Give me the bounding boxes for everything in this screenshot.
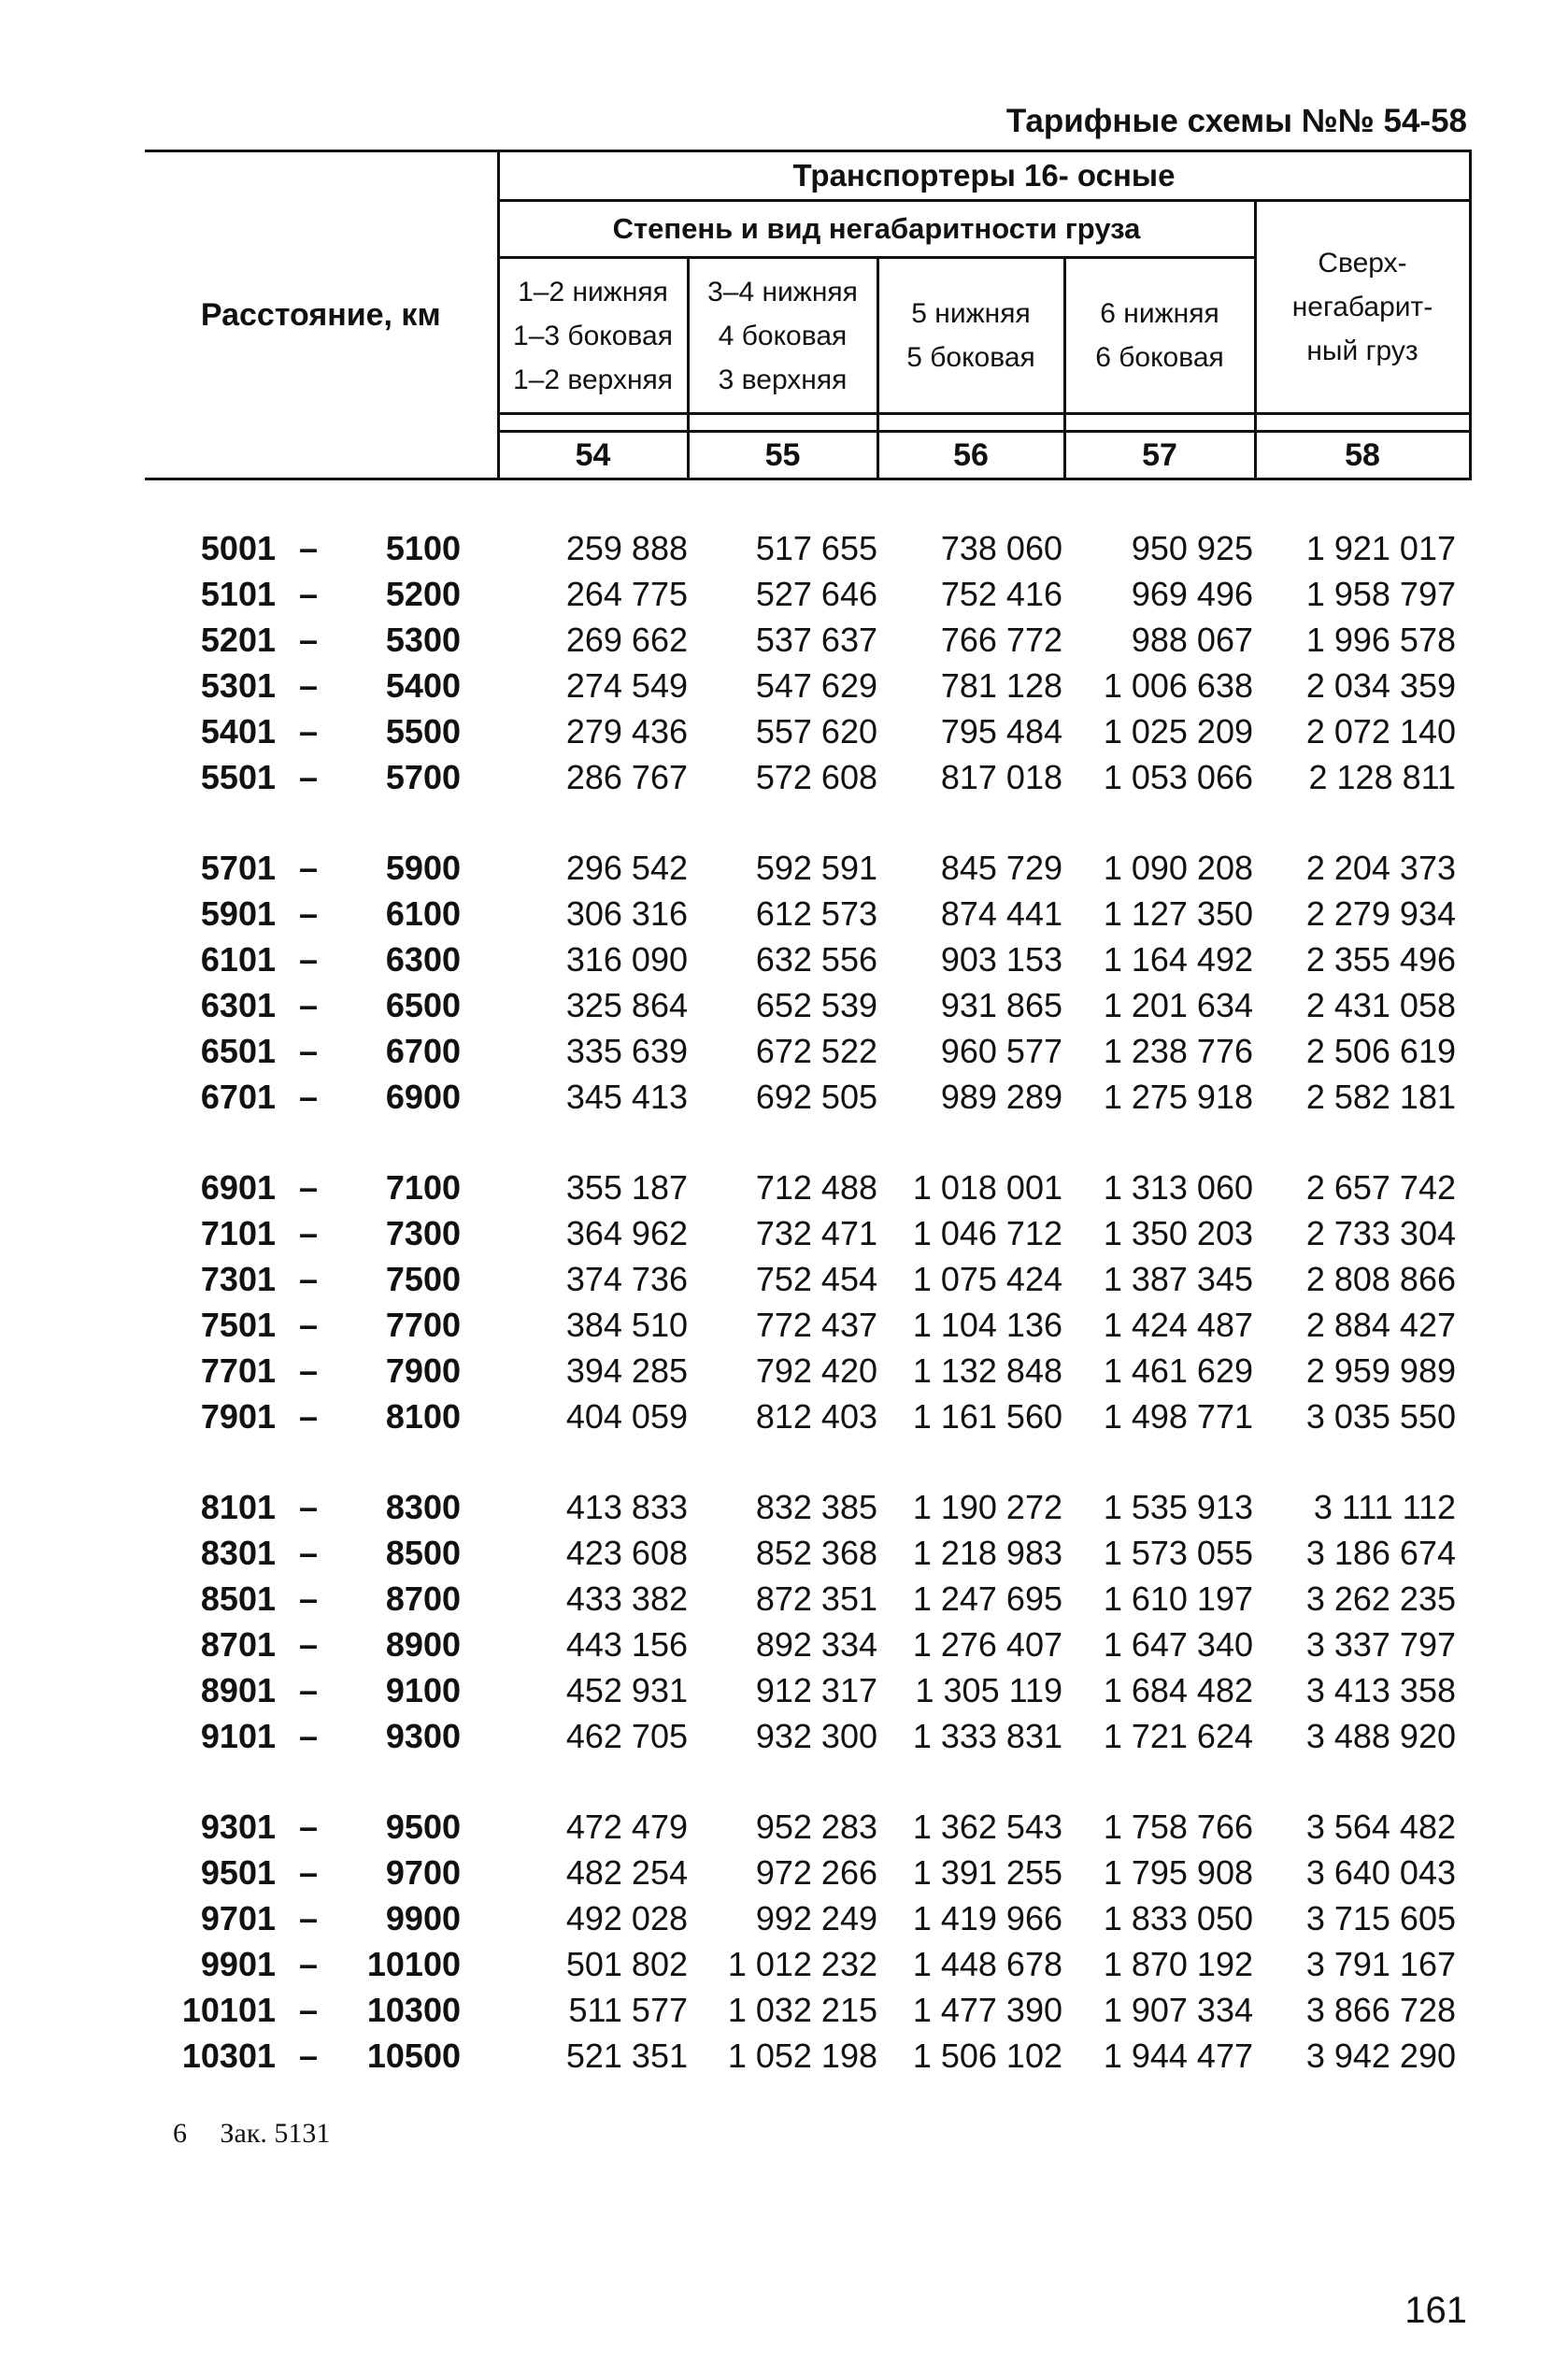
tariff-value: 492 028 <box>565 1899 688 1937</box>
table-row <box>145 1667 1470 1713</box>
table-row <box>145 663 1470 708</box>
distance-to: 8100 <box>385 1397 461 1436</box>
tariff-value: 672 522 <box>755 1032 877 1070</box>
sheet-number: 6 <box>173 2118 187 2149</box>
distance-to: 10100 <box>366 1945 461 1983</box>
tariff-table-body <box>145 525 1470 2123</box>
tariff-value: 335 639 <box>565 1032 688 1070</box>
tariff-value: 812 403 <box>755 1397 877 1436</box>
tariff-value: 2 204 373 <box>1305 849 1456 887</box>
tariff-value: 296 542 <box>565 849 688 887</box>
print-footnote <box>173 2118 356 2150</box>
tariff-value: 781 128 <box>940 666 1062 705</box>
distance-from: 7901 <box>200 1397 276 1436</box>
tariff-value: 1 132 848 <box>912 1351 1062 1390</box>
tariff-value: 1 870 192 <box>1103 1945 1253 1983</box>
tariff-value: 845 729 <box>940 849 1062 887</box>
table-row <box>145 1348 1470 1394</box>
tariff-value: 1 647 340 <box>1103 1625 1253 1664</box>
distance-to: 5900 <box>385 849 461 887</box>
distance-to: 6100 <box>385 894 461 933</box>
distance-to: 6500 <box>385 986 461 1024</box>
class-header-56: 5 нижняя 5 боковая <box>877 258 1064 414</box>
distance-from: 7101 <box>200 1214 276 1252</box>
tariff-value: 795 484 <box>940 712 1062 750</box>
tariff-value: 2 884 427 <box>1305 1306 1456 1344</box>
tariff-value: 1 350 203 <box>1103 1214 1253 1252</box>
table-row <box>145 1028 1470 1074</box>
tariff-value: 1 247 695 <box>912 1580 1062 1618</box>
distance-from: 6701 <box>200 1078 276 1116</box>
tariff-value: 989 289 <box>940 1078 1062 1116</box>
table-row <box>145 1804 1470 1850</box>
tariff-value: 3 337 797 <box>1305 1625 1456 1664</box>
page-title: Тарифные схемы №№ 54-58 <box>1005 103 1467 139</box>
tariff-value: 1 032 215 <box>727 1991 877 2029</box>
tariff-value: 443 156 <box>565 1625 688 1664</box>
page-number: 161 <box>1404 2290 1467 2331</box>
tariff-value: 1 238 776 <box>1103 1032 1253 1070</box>
tariff-value: 1 305 119 <box>915 1671 1062 1709</box>
table-row <box>145 617 1470 663</box>
range-dash: – <box>298 986 319 1024</box>
tariff-value: 988 067 <box>1131 621 1253 659</box>
distance-from: 8901 <box>200 1671 276 1709</box>
tariff-value: 557 620 <box>755 712 877 750</box>
table-row <box>145 2033 1470 2079</box>
tariff-value: 832 385 <box>755 1488 877 1526</box>
tariff-value: 384 510 <box>565 1306 688 1344</box>
row-group <box>145 845 1470 1120</box>
range-dash: – <box>298 1351 319 1390</box>
tariff-value: 3 791 167 <box>1305 1945 1456 1983</box>
tariff-value: 521 351 <box>565 2037 688 2075</box>
tariff-value: 279 436 <box>565 712 688 750</box>
distance-from: 6501 <box>200 1032 276 1070</box>
row-group <box>145 1804 1470 2079</box>
tariff-value: 1 190 272 <box>912 1488 1062 1526</box>
tariff-value: 1 362 543 <box>912 1808 1062 1846</box>
tariff-value: 1 758 766 <box>1103 1808 1253 1846</box>
tariff-value: 1 944 477 <box>1103 2037 1253 2075</box>
scheme-code-55: 55 <box>688 432 877 479</box>
distance-to: 5100 <box>385 529 461 567</box>
tariff-value: 394 285 <box>565 1351 688 1390</box>
range-dash: – <box>298 1260 319 1298</box>
distance-from: 9701 <box>200 1899 276 1937</box>
tariff-value: 517 655 <box>755 529 877 567</box>
tariff-value: 1 907 334 <box>1103 1991 1253 2029</box>
tariff-value: 2 072 140 <box>1305 712 1456 750</box>
tariff-value: 472 479 <box>565 1808 688 1846</box>
table-row <box>145 1256 1470 1302</box>
range-dash: – <box>298 1580 319 1618</box>
table-row <box>145 1576 1470 1622</box>
range-dash: – <box>298 621 319 659</box>
tariff-value: 969 496 <box>1131 575 1253 613</box>
tariff-value: 413 833 <box>565 1488 688 1526</box>
range-dash: – <box>298 1945 319 1983</box>
table-row <box>145 936 1470 982</box>
range-dash: – <box>298 1717 319 1755</box>
distance-to: 9500 <box>385 1808 461 1846</box>
distance-to: 8900 <box>385 1625 461 1664</box>
distance-from: 5301 <box>200 666 276 705</box>
table-row <box>145 571 1470 617</box>
tariff-value: 274 549 <box>565 666 688 705</box>
tariff-value: 1 201 634 <box>1103 986 1253 1024</box>
tariff-value: 1 012 232 <box>727 1945 877 1983</box>
distance-from: 7301 <box>200 1260 276 1298</box>
distance-to: 8700 <box>385 1580 461 1618</box>
tariff-value: 1 052 198 <box>727 2037 877 2075</box>
scheme-code-57: 57 <box>1064 432 1255 479</box>
range-dash: – <box>298 1078 319 1116</box>
distance-from: 5901 <box>200 894 276 933</box>
tariff-value: 1 721 624 <box>1103 1717 1253 1755</box>
tariff-value: 2 355 496 <box>1305 940 1456 979</box>
tariff-value: 423 608 <box>565 1534 688 1572</box>
tariff-value: 1 684 482 <box>1103 1671 1253 1709</box>
tariff-value: 1 573 055 <box>1103 1534 1253 1572</box>
tariff-value: 1 535 913 <box>1103 1488 1253 1526</box>
tariff-value: 732 471 <box>755 1214 877 1252</box>
tariff-value: 1 075 424 <box>912 1260 1062 1298</box>
distance-to: 8500 <box>385 1534 461 1572</box>
distance-to: 10300 <box>366 1991 461 2029</box>
tariff-value: 752 454 <box>755 1260 877 1298</box>
tariff-value: 1 046 712 <box>912 1214 1062 1252</box>
tariff-value: 462 705 <box>565 1717 688 1755</box>
distance-to: 5700 <box>385 758 461 796</box>
distance-to: 7500 <box>385 1260 461 1298</box>
tariff-table-header <box>145 150 1472 480</box>
tariff-value: 2 128 811 <box>1308 758 1456 796</box>
table-row <box>145 1987 1470 2033</box>
tariff-value: 772 437 <box>755 1306 877 1344</box>
tariff-value: 1 218 983 <box>912 1534 1062 1572</box>
tariff-value: 316 090 <box>565 940 688 979</box>
tariff-value: 1 461 629 <box>1103 1351 1253 1390</box>
tariff-value: 364 962 <box>565 1214 688 1252</box>
tariff-value: 1 996 578 <box>1305 621 1456 659</box>
tariff-value: 3 111 112 <box>1313 1488 1456 1526</box>
table-row <box>145 1713 1470 1759</box>
tariff-value: 547 629 <box>755 666 877 705</box>
range-dash: – <box>298 666 319 705</box>
distance-to: 5300 <box>385 621 461 659</box>
tariff-value: 1 795 908 <box>1103 1853 1253 1892</box>
tariff-value: 3 564 482 <box>1305 1808 1456 1846</box>
tariff-value: 1 498 771 <box>1103 1397 1253 1436</box>
table-row <box>145 1941 1470 1987</box>
tariff-value: 932 300 <box>755 1717 877 1755</box>
tariff-value: 952 283 <box>755 1808 877 1846</box>
distance-to: 7100 <box>385 1168 461 1207</box>
tariff-value: 355 187 <box>565 1168 688 1207</box>
tariff-value: 950 925 <box>1131 529 1253 567</box>
tariff-value: 3 262 235 <box>1305 1580 1456 1618</box>
tariff-value: 1 275 918 <box>1103 1078 1253 1116</box>
tariff-value: 912 317 <box>755 1671 877 1709</box>
tariff-value: 1 833 050 <box>1103 1899 1253 1937</box>
table-row <box>145 1302 1470 1348</box>
tariff-value: 766 772 <box>940 621 1062 659</box>
distance-to: 7900 <box>385 1351 461 1390</box>
tariff-value: 264 775 <box>565 575 688 613</box>
distance-from: 9301 <box>200 1808 276 1846</box>
distance-from: 5501 <box>200 758 276 796</box>
distance-to: 8300 <box>385 1488 461 1526</box>
table-row <box>145 525 1470 571</box>
tariff-value: 345 413 <box>565 1078 688 1116</box>
table-row <box>145 708 1470 754</box>
range-dash: – <box>298 529 319 567</box>
table-row <box>145 1530 1470 1576</box>
distance-from: 8701 <box>200 1625 276 1664</box>
range-dash: – <box>298 758 319 796</box>
tariff-value: 2 506 619 <box>1305 1032 1456 1070</box>
distance-from: 5701 <box>200 849 276 887</box>
distance-to: 7300 <box>385 1214 461 1252</box>
tariff-value: 1 053 066 <box>1103 758 1253 796</box>
tariff-value: 692 505 <box>755 1078 877 1116</box>
tariff-value: 3 488 920 <box>1305 1717 1456 1755</box>
tariff-value: 501 802 <box>565 1945 688 1983</box>
tariff-value: 1 506 102 <box>912 2037 1062 2075</box>
tariff-value: 592 591 <box>755 849 877 887</box>
tariff-value: 374 736 <box>565 1260 688 1298</box>
tariff-value: 738 060 <box>940 529 1062 567</box>
tariff-value: 286 767 <box>565 758 688 796</box>
tariff-value: 1 006 638 <box>1103 666 1253 705</box>
distance-to: 6900 <box>385 1078 461 1116</box>
range-dash: – <box>298 1306 319 1344</box>
tariff-value: 1 419 966 <box>912 1899 1062 1937</box>
table-row <box>145 982 1470 1028</box>
tariff-value: 892 334 <box>755 1625 877 1664</box>
tariff-value: 792 420 <box>755 1351 877 1390</box>
tariff-value: 960 577 <box>940 1032 1062 1070</box>
range-dash: – <box>298 1808 319 1846</box>
table-row <box>145 754 1470 800</box>
tariff-value: 3 715 605 <box>1305 1899 1456 1937</box>
tariff-value: 325 864 <box>565 986 688 1024</box>
tariff-value: 537 637 <box>755 621 877 659</box>
row-group <box>145 525 1470 800</box>
table-row <box>145 845 1470 891</box>
tariff-value: 3 942 290 <box>1305 2037 1456 2075</box>
table-row <box>145 1165 1470 1210</box>
table-row <box>145 1850 1470 1895</box>
table-row <box>145 1074 1470 1120</box>
tariff-value: 433 382 <box>565 1580 688 1618</box>
distance-from: 7501 <box>200 1306 276 1344</box>
tariff-value: 1 025 209 <box>1103 712 1253 750</box>
tariff-value: 2 582 181 <box>1305 1078 1456 1116</box>
tariff-value: 1 313 060 <box>1103 1168 1253 1207</box>
tariff-value: 2 808 866 <box>1305 1260 1456 1298</box>
tariff-value: 2 431 058 <box>1305 986 1456 1024</box>
tariff-value: 2 733 304 <box>1305 1214 1456 1252</box>
tariff-value: 259 888 <box>565 529 688 567</box>
class-header-58: Сверх- негабарит- ный груз <box>1255 201 1470 414</box>
tariff-value: 1 018 001 <box>912 1168 1062 1207</box>
range-dash: – <box>298 1991 319 2029</box>
distance-to: 5500 <box>385 712 461 750</box>
tariff-value: 1 391 255 <box>912 1853 1062 1892</box>
distance-to: 6300 <box>385 940 461 979</box>
distance-from: 9901 <box>200 1945 276 1983</box>
order-number: Зак. 5131 <box>220 2118 331 2149</box>
tariff-value: 3 186 674 <box>1305 1534 1456 1572</box>
oversize-degree-header: Степень и вид негабаритности груза <box>498 201 1255 258</box>
tariff-value: 612 573 <box>755 894 877 933</box>
tariff-value: 1 104 136 <box>912 1306 1062 1344</box>
class-header-57: 6 нижняя 6 боковая <box>1064 258 1255 414</box>
tariff-value: 1 127 350 <box>1103 894 1253 933</box>
distance-from: 5101 <box>200 575 276 613</box>
distance-from: 6301 <box>200 986 276 1024</box>
tariff-value: 752 416 <box>940 575 1062 613</box>
range-dash: – <box>298 2037 319 2075</box>
range-dash: – <box>298 1397 319 1436</box>
range-dash: – <box>298 575 319 613</box>
tariff-value: 1 448 678 <box>912 1945 1062 1983</box>
vehicle-group-header: Транспортеры 16- осные <box>498 151 1470 201</box>
tariff-value: 1 333 831 <box>912 1717 1062 1755</box>
range-dash: – <box>298 1032 319 1070</box>
tariff-value: 1 164 492 <box>1103 940 1253 979</box>
tariff-value: 1 424 487 <box>1103 1306 1253 1344</box>
tariff-value: 652 539 <box>755 986 877 1024</box>
distance-to: 5200 <box>385 575 461 613</box>
table-row <box>145 1895 1470 1941</box>
range-dash: – <box>298 849 319 887</box>
table-row <box>145 1394 1470 1439</box>
tariff-value: 511 577 <box>568 1991 688 2029</box>
tariff-value: 872 351 <box>755 1580 877 1618</box>
distance-from: 8501 <box>200 1580 276 1618</box>
tariff-value: 2 959 989 <box>1305 1351 1456 1390</box>
distance-from: 6101 <box>200 940 276 979</box>
range-dash: – <box>298 712 319 750</box>
table-row <box>145 1622 1470 1667</box>
tariff-value: 3 640 043 <box>1305 1853 1456 1892</box>
distance-column-header: Расстояние, км <box>145 151 498 479</box>
distance-to: 7700 <box>385 1306 461 1344</box>
distance-from: 9501 <box>200 1853 276 1892</box>
class-header-55: 3–4 нижняя 4 боковая 3 верхняя <box>688 258 877 414</box>
range-dash: – <box>298 940 319 979</box>
tariff-value: 931 865 <box>940 986 1062 1024</box>
row-group <box>145 1165 1470 1439</box>
distance-to: 9100 <box>385 1671 461 1709</box>
tariff-value: 1 958 797 <box>1305 575 1456 613</box>
distance-from: 6901 <box>200 1168 276 1207</box>
tariff-value: 992 249 <box>755 1899 877 1937</box>
distance-from: 7701 <box>200 1351 276 1390</box>
distance-from: 5001 <box>200 529 276 567</box>
tariff-value: 1 387 345 <box>1103 1260 1253 1298</box>
range-dash: – <box>298 1534 319 1572</box>
distance-to: 6700 <box>385 1032 461 1070</box>
distance-from: 5201 <box>200 621 276 659</box>
range-dash: – <box>298 1488 319 1526</box>
tariff-value: 527 646 <box>755 575 877 613</box>
range-dash: – <box>298 1214 319 1252</box>
tariff-value: 482 254 <box>565 1853 688 1892</box>
tariff-value: 572 608 <box>755 758 877 796</box>
tariff-value: 2 657 742 <box>1305 1168 1456 1207</box>
scheme-code-58: 58 <box>1255 432 1470 479</box>
tariff-value: 874 441 <box>940 894 1062 933</box>
tariff-value: 2 034 359 <box>1305 666 1456 705</box>
row-group <box>145 1484 1470 1759</box>
range-dash: – <box>298 1899 319 1937</box>
tariff-value: 817 018 <box>940 758 1062 796</box>
range-dash: – <box>298 1853 319 1892</box>
class-header-54: 1–2 нижняя 1–3 боковая 1–2 верхняя <box>498 258 688 414</box>
tariff-value: 306 316 <box>565 894 688 933</box>
distance-from: 5401 <box>200 712 276 750</box>
tariff-value: 3 866 728 <box>1305 1991 1456 2029</box>
tariff-value: 852 368 <box>755 1534 877 1572</box>
range-dash: – <box>298 1168 319 1207</box>
distance-from: 8101 <box>200 1488 276 1526</box>
distance-to: 5400 <box>385 666 461 705</box>
tariff-value: 1 090 208 <box>1103 849 1253 887</box>
tariff-value: 269 662 <box>565 621 688 659</box>
distance-from: 10101 <box>181 1991 276 2029</box>
tariff-value: 972 266 <box>755 1853 877 1892</box>
tariff-value: 1 276 407 <box>912 1625 1062 1664</box>
tariff-value: 632 556 <box>755 940 877 979</box>
scheme-code-56: 56 <box>877 432 1064 479</box>
tariff-value: 712 488 <box>755 1168 877 1207</box>
distance-from: 8301 <box>200 1534 276 1572</box>
table-row <box>145 1484 1470 1530</box>
tariff-value: 404 059 <box>565 1397 688 1436</box>
scheme-code-54: 54 <box>498 432 688 479</box>
tariff-value: 1 610 197 <box>1103 1580 1253 1618</box>
distance-to: 9300 <box>385 1717 461 1755</box>
tariff-value: 903 153 <box>940 940 1062 979</box>
tariff-value: 3 035 550 <box>1305 1397 1456 1436</box>
distance-to: 10500 <box>366 2037 461 2075</box>
table-row <box>145 891 1470 936</box>
distance-from: 9101 <box>200 1717 276 1755</box>
tariff-value: 1 921 017 <box>1305 529 1456 567</box>
tariff-value: 3 413 358 <box>1305 1671 1456 1709</box>
table-row <box>145 1210 1470 1256</box>
distance-from: 10301 <box>181 2037 276 2075</box>
tariff-value: 2 279 934 <box>1305 894 1456 933</box>
range-dash: – <box>298 1625 319 1664</box>
distance-to: 9700 <box>385 1853 461 1892</box>
distance-to: 9900 <box>385 1899 461 1937</box>
range-dash: – <box>298 1671 319 1709</box>
tariff-value: 452 931 <box>565 1671 688 1709</box>
tariff-value: 1 477 390 <box>912 1991 1062 2029</box>
range-dash: – <box>298 894 319 933</box>
tariff-value: 1 161 560 <box>912 1397 1062 1436</box>
